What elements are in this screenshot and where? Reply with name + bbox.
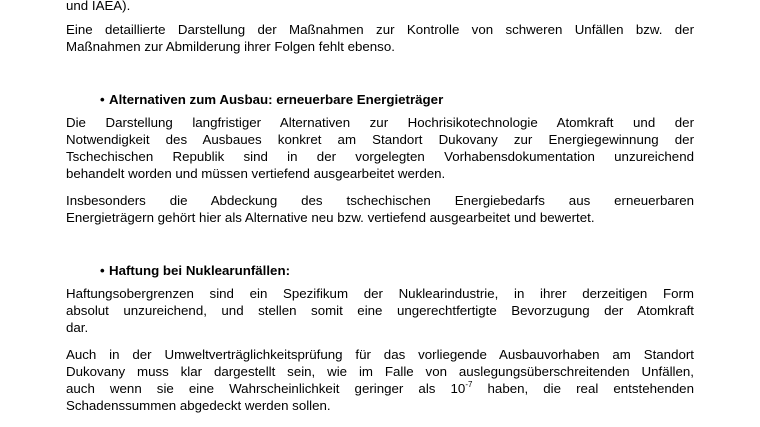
text-segment: haben, die real entstehenden — [472, 381, 694, 396]
text-line: Maßnahmen zur Abmilderung ihrer Folgen fehlt ebenso. — [66, 39, 395, 54]
bullet-icon: • — [100, 92, 105, 107]
text-line: Dukovany muss klar dargestellt sein, wie im Falle von auslegungsüberschreitenden Unfällen, — [66, 364, 694, 379]
text-line: Schadenssummen abgedeckt werden sollen. — [66, 398, 331, 413]
heading-text: Haftung bei Nuklearunfällen: — [109, 263, 291, 278]
section-heading-haftung — [100, 262, 290, 280]
text-line: Die Darstellung langfristiger Alternativen zur Hochrisikotechnologie Atomkraft und der — [66, 115, 694, 130]
text-line: Energieträgern gehört hier als Alternative neu bzw. vertiefend ausgearbeitet und bewertet. — [66, 210, 595, 225]
heading-text: Alternativen zum Ausbau: erneuerbare Energieträger — [109, 92, 444, 107]
text-line: absolut unzureichend, und stellen somit eine ungerechtfertigte Bevorzugung der Atomkraft — [66, 303, 694, 318]
text-line: Haftungsobergrenzen sind ein Spezifikum der Nuklearindustrie, in ihrer derzeitigen Form — [66, 286, 694, 301]
section-heading-alternativen — [100, 91, 443, 109]
text-line: Auch in der Umweltverträglichkeitsprüfung für das vorliegende Ausbauvorhaben am Standort — [66, 347, 694, 362]
text-line: Eine detaillierte Darstellung der Maßnahmen zur Kontrolle von schweren Unfällen bzw. der — [66, 22, 694, 37]
text-line-with-superscript — [66, 381, 694, 397]
text-line: dar. — [66, 320, 89, 335]
text-line: Tschechischen Republik sind in der vorgelegten Vorhabensdokumentation unzureichend — [66, 149, 694, 164]
bullet-icon: • — [100, 263, 105, 278]
text-line: Notwendigkeit des Ausbaues konkret am Standort Dukovany zur Energiegewinnung der — [66, 132, 694, 147]
text-line: und IAEA). — [66, 0, 131, 13]
text-line: behandelt worden und müssen vertiefend ausgearbeitet werden. — [66, 166, 446, 181]
text-line: Insbesonders die Abdeckung des tschechischen Energiebedarfs aus erneuerbaren — [66, 193, 694, 208]
text-segment: auch wenn sie eine Wahrscheinlichkeit geringer als 10 — [66, 381, 466, 396]
exponent: -7 — [465, 380, 473, 389]
